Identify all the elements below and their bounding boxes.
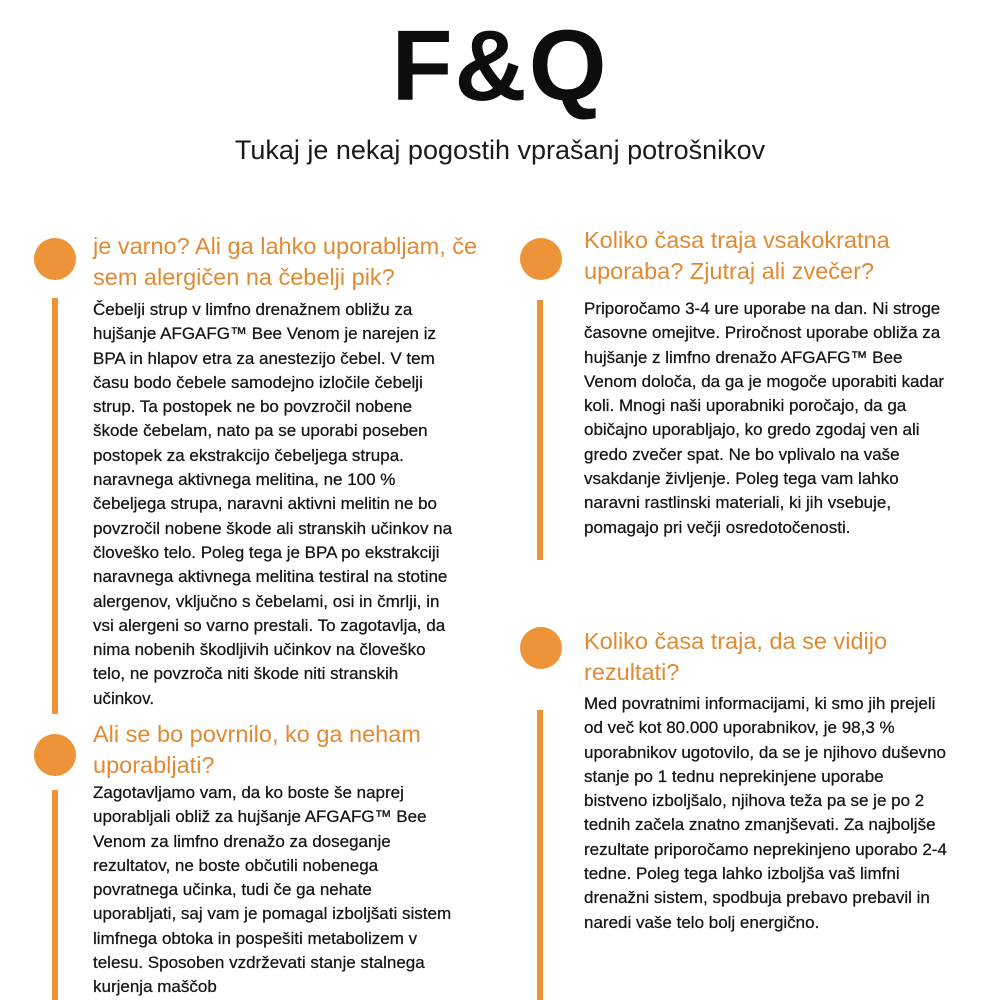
faq-answer-line: telesu. Sposoben vzdrževati stanje stalnega xyxy=(93,953,425,973)
faq-answer-line: koli. Mnogi naši uporabniki poročajo, da ga xyxy=(584,396,907,416)
faq-question-4 xyxy=(584,626,994,688)
faq-answer-line: Med povratnimi informacijami, ki smo jih prejeli xyxy=(584,694,936,713)
faq-answer-line: času bodo čebele samodejno izločile čebelji xyxy=(93,372,423,392)
faq-answer-line: naravnega aktivnega melitina, ne 100 % xyxy=(93,470,396,490)
faq-answer-line: naravni rastlinski materiali, ki jih vsebuje, xyxy=(584,493,892,513)
faq-answer-line: pomagajo pri večji osredotočenosti. xyxy=(584,517,851,537)
faq-answer-line: Zagotavljamo vam, da ko boste še naprej xyxy=(93,783,404,802)
faq-answer-line: alergenov, vključno s čebelami, osi in čmrlji, in xyxy=(93,591,440,611)
faq-answer-line: Čebelji strup v limfno drenažnem obližu za xyxy=(93,300,413,319)
faq-answer-line: naredi vaše telo bolj energično. xyxy=(584,912,820,932)
faq-answer-2 xyxy=(93,781,513,1000)
bullet-dot-icon xyxy=(520,627,562,669)
faq-question-line: Ali se bo povrnilo, ko ga neham xyxy=(93,721,421,747)
faq-answer-line: človeško telo. Poleg tega je BPA po ekstrakciji xyxy=(93,542,440,562)
faq-answer-line: nima nobenih škodljivih učinkov na človeško xyxy=(93,640,426,660)
faq-answer-line: povzročil nobene škode ali stranskih učinkov na xyxy=(93,518,453,538)
faq-answer-line: hujšanje z limfno drenažo AFGAFG™ Bee xyxy=(584,347,903,367)
bullet-dot-icon xyxy=(34,734,76,776)
page-title: F&Q xyxy=(391,10,609,122)
faq-answer-line: uporabljali obliž za hujšanje AFGAFG™ Bee xyxy=(93,807,427,827)
faq-question-line: uporabljati? xyxy=(93,752,215,778)
faq-answer-1 xyxy=(93,298,513,711)
faq-answer-line: uporabljati, saj vam je pomagal izboljšati sistem xyxy=(93,904,452,924)
faq-answer-line: stanje po 1 tednu neprekinjene uporabe xyxy=(584,766,884,786)
faq-answer-line: tednih začela znatno zmanjševati. Za najboljše xyxy=(584,815,936,835)
faq-question-1 xyxy=(93,231,513,293)
faq-answer-line: drenažni sistem, spodbuja prebavo prebavil in xyxy=(584,888,930,908)
faq-question-line: Koliko časa traja, da se vidijo xyxy=(584,628,888,654)
faq-answer-line: hujšanje AFGAFG™ Bee Venom je narejen iz xyxy=(93,324,437,344)
faq-answer-line: rezultatov, ne boste občutili nobenega xyxy=(93,855,379,875)
faq-answer-4 xyxy=(584,692,994,935)
faq-answer-line: postopek za ekstrakcijo čebeljega strupa. xyxy=(93,445,404,465)
accent-bar xyxy=(537,710,543,1000)
accent-bar xyxy=(52,790,58,1000)
page-subtitle: Tukaj je nekaj pogostih vprašanj potrošnikov xyxy=(234,135,766,165)
faq-answer-line: telo, ne povzroča niti škode niti stranskih xyxy=(93,664,399,684)
faq-question-line: uporaba? Zjutraj ali zvečer? xyxy=(584,258,874,284)
faq-question-line: rezultati? xyxy=(584,659,680,685)
faq-question-line: je varno? Ali ga lahko uporabljam, če xyxy=(93,233,478,259)
faq-answer-line: rezultate priporočamo neprekinjeno uporabo 2-4 xyxy=(584,839,947,859)
faq-answer-line: Priporočamo 3-4 ure uporabe na dan. Ni stroge xyxy=(584,299,941,318)
faq-answer-line: Venom za limfno drenažo za doseganje xyxy=(93,831,391,851)
faq-answer-line: tedne. Poleg tega lahko izboljša vaš limfni xyxy=(584,864,900,884)
faq-answer-line: časovne omejitve. Priročnost uporabe obliža za xyxy=(584,323,941,343)
faq-answer-line: od več kot 80.000 uporabnikov, je 98,3 % xyxy=(584,718,895,738)
faq-question-line: sem alergičen na čebelji pik? xyxy=(93,264,395,290)
faq-answer-line: vsakdanje življenje. Poleg tega vam lahko xyxy=(584,469,899,489)
faq-answer-line: gredo zvečer spat. Ne bo vplivalo na vaše xyxy=(584,444,900,464)
faq-answer-line: bistveno izboljšalo, njihova teža pa se je po 2 xyxy=(584,791,925,811)
faq-question-2 xyxy=(93,719,513,781)
faq-answer-line: vsi alergeni so varno prestali. To zagotavlja, da xyxy=(93,615,446,635)
faq-answer-line: povratnega učinka, tudi če ga nehate xyxy=(93,880,372,900)
faq-answer-line: uporabnikov ugotovilo, da se je njihovo duševno xyxy=(584,742,946,762)
faq-answer-3 xyxy=(584,297,994,540)
faq-question-line: Koliko časa traja vsakokratna xyxy=(584,227,890,253)
faq-answer-line: običajno uporabljajo, ko gredo zgodaj ven ali xyxy=(584,420,920,440)
faq-answer-line: Venom določa, da ga je mogoče uporabiti kadar xyxy=(584,371,945,391)
faq-answer-line: limfnega obtoka in pospešiti metabolizem v xyxy=(93,928,418,948)
faq-answer-line: strup. Ta postopek ne bo povzročil nobene xyxy=(93,397,413,417)
faq-answer-line: čebeljega strupa, naravni aktivni melitin ne bo xyxy=(93,494,437,514)
faq-answer-line: kurjenja maščob xyxy=(93,977,217,997)
faq-answer-line: škode čebelam, nato pa se uporabi poseben xyxy=(93,421,428,441)
bullet-dot-icon xyxy=(34,238,76,280)
faq-answer-line: učinkov. xyxy=(93,688,155,708)
accent-bar xyxy=(537,300,543,560)
faq-question-3 xyxy=(584,225,994,287)
bullet-dot-icon xyxy=(520,238,562,280)
accent-bar xyxy=(52,298,58,714)
faq-answer-line: naravnega aktivnega melitina testiral na stotine xyxy=(93,567,448,587)
faq-answer-line: BPA in hlapov etra za anestezijo čebel. V tem xyxy=(93,348,435,368)
